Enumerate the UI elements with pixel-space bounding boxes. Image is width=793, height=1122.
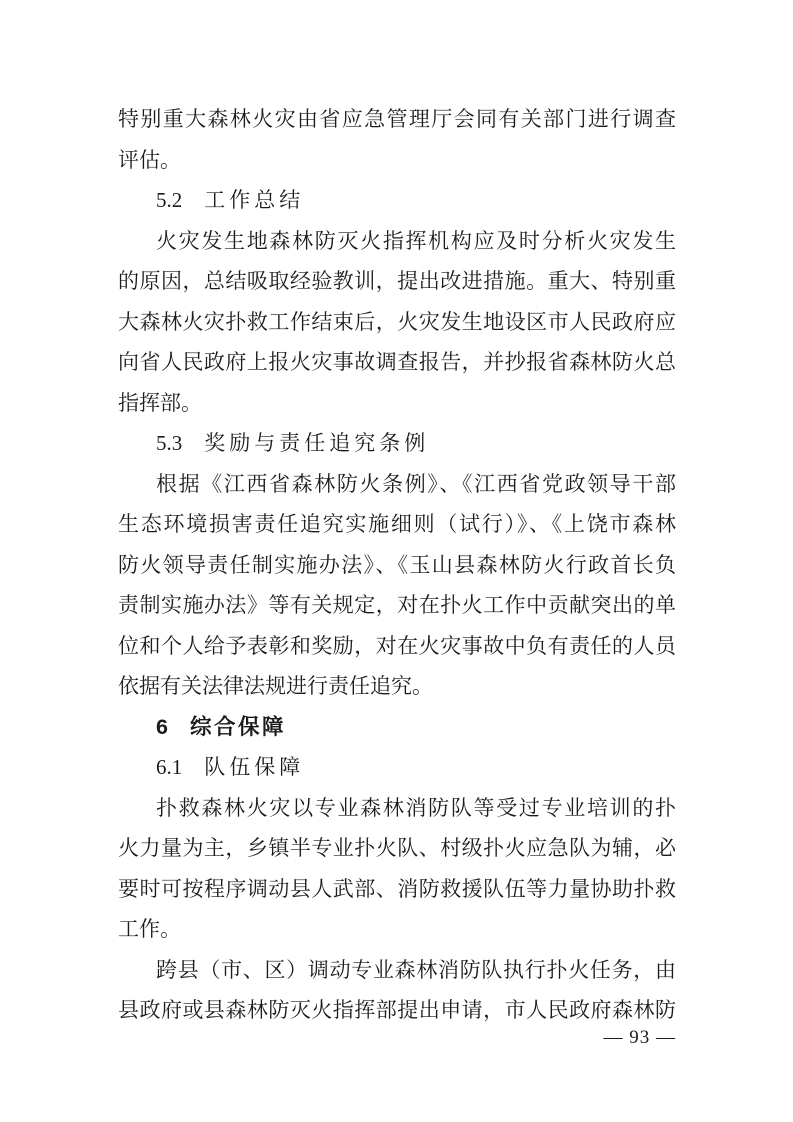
section-heading-6-1 <box>118 747 676 788</box>
body-text-line: 生态环境损害责任追究实施细则（试行）》、《上饶市森林 <box>118 512 676 536</box>
section-number: 6.1 <box>156 755 183 779</box>
body-text-line: 的原因，总结吸取经验教训，提出改进措施。重大、特别重 <box>118 269 676 293</box>
section-title: 队伍保障 <box>204 755 305 779</box>
body-text-line: 指挥部。 <box>118 390 202 415</box>
section-number: 5.2 <box>156 188 183 212</box>
chapter-heading-6 <box>118 707 676 748</box>
section-title: 工作总结 <box>204 188 305 212</box>
body-text-line: 位和个人给予表彰和奖励，对在火灾事故中负有责任的人员 <box>118 633 676 658</box>
body-text-line: 跨县（市、区）调动专业森林消防队执行扑火任务，由 <box>156 957 676 982</box>
body-text-line: 火力量为主，乡镇半专业扑火队、村级扑火应急队为辅，必 <box>118 836 676 860</box>
section-title: 奖励与责任追究条例 <box>204 431 430 455</box>
page-number: — 93 — <box>603 1027 676 1048</box>
body-text-line: 根据《江西省森林防火条例》、《江西省党政领导干部 <box>156 471 676 496</box>
body-text-line: 防火领导责任制实施办法》、《玉山县森林防火行政首长负 <box>118 552 676 577</box>
chapter-number: 6 <box>156 714 168 739</box>
body-text-line: 向省人民政府上报火灾事故调查报告，并抄报省森林防火总 <box>118 350 676 374</box>
body-text-line: 要时可按程序调动县人武部、消防救援队伍等力量协助扑救 <box>118 876 676 901</box>
body-text-line: 特别重大森林火灾由省应急管理厅会同有关部门进行调查 <box>118 107 676 131</box>
body-text-line: 责制实施办法》等有关规定，对在扑火工作中贡献突出的单 <box>118 593 676 617</box>
body-text-line: 扑救森林火灾以专业森林消防队等受过专业培训的扑 <box>156 795 676 820</box>
body-text-line: 工作。 <box>118 917 181 941</box>
body-text-line: 火灾发生地森林防灭火指挥机构应及时分析火灾发生 <box>156 228 676 253</box>
section-heading-5-2 <box>118 180 676 221</box>
body-text-line: 依据有关法律法规进行责任追究。 <box>118 674 433 698</box>
body-text-line: 大森林火灾扑救工作结束后，火灾发生地设区市人民政府应 <box>118 309 676 334</box>
chapter-title: 综合保障 <box>189 714 286 739</box>
body-text-line: 评估。 <box>118 147 181 172</box>
document-text-block <box>118 99 676 1031</box>
section-heading-5-3 <box>118 423 676 464</box>
body-text-line: 县政府或县森林防灭火指挥部提出申请，市人民政府森林防 <box>118 998 676 1022</box>
section-number: 5.3 <box>156 431 183 455</box>
